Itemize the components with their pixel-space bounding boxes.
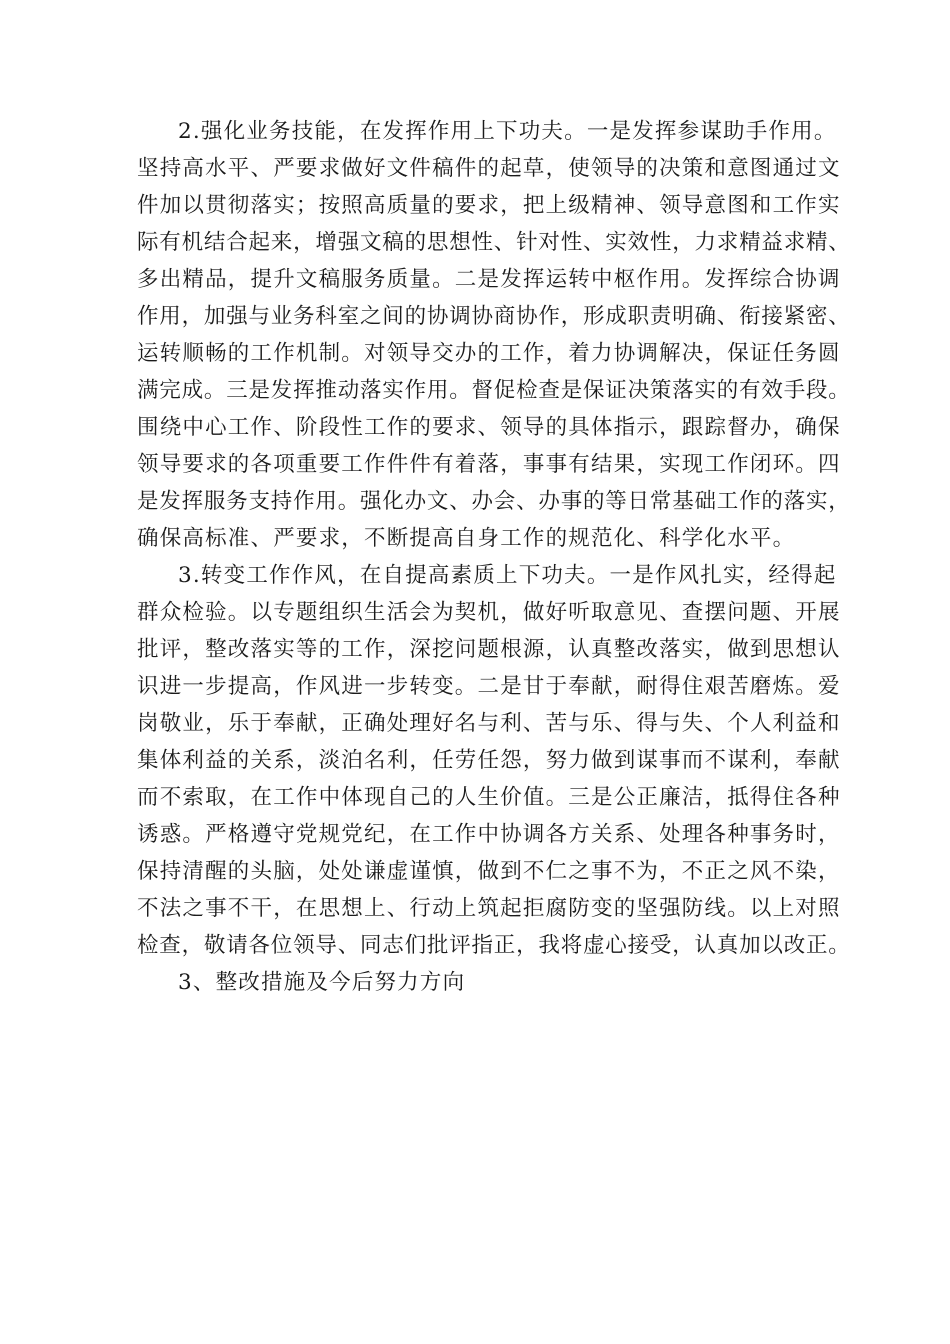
paragraph-line: 坚持高水平、严要求做好文件稿件的起草，使领导的决策和意图通过文 xyxy=(137,156,841,181)
paragraph-line: 集体利益的关系，淡泊名利，任劳任怨，努力做到谋事而不谋利，奉献 xyxy=(137,748,841,773)
paragraph-line: 2.强化业务技能，在发挥作用上下功夫。一是发挥参谋助手作用。 xyxy=(178,119,837,144)
paragraph-line: 不法之事不干，在思想上、行动上筑起拒腐防变的坚强防线。以上对照 xyxy=(137,896,841,921)
paragraph-line: 件加以贯彻落实；按照高质量的要求，把上级精神、领导意图和工作实 xyxy=(137,193,841,218)
paragraph-line: 保持清醒的头脑，处处谦虚谨慎，做到不仁之事不为，不正之风不染， xyxy=(137,859,841,884)
paragraph-line: 满完成。三是发挥推动落实作用。督促检查是保证决策落实的有效手段。 xyxy=(137,378,851,403)
paragraph-line: 而不索取，在工作中体现自己的人生价值。三是公正廉洁，抵得住各种 xyxy=(137,785,841,810)
paragraph-line: 运转顺畅的工作机制。对领导交办的工作，着力协调解决，保证任务圆 xyxy=(137,341,841,366)
paragraph-line: 诱惑。严格遵守党规党纪，在工作中协调各方关系、处理各种事务时， xyxy=(137,822,841,847)
paragraph-line: 围绕中心工作、阶段性工作的要求、领导的具体指示，跟踪督办，确保 xyxy=(137,415,841,440)
section-heading: 3、整改措施及今后努力方向 xyxy=(178,970,466,995)
paragraph-line: 领导要求的各项重要工作件件有着落，事事有结果，实现工作闭环。四 xyxy=(137,452,841,477)
paragraph-line: 识进一步提高，作风进一步转变。二是甘于奉献，耐得住艰苦磨炼。爱 xyxy=(137,674,841,699)
paragraph-line: 群众检验。以专题组织生活会为契机，做好听取意见、查摆问题、开展 xyxy=(137,600,841,625)
paragraph-line: 检查，敬请各位领导、同志们批评指正，我将虚心接受，认真加以改正。 xyxy=(137,933,851,958)
paragraph-line: 是发挥服务支持作用。强化办文、办会、办事的等日常基础工作的落实， xyxy=(137,489,851,514)
paragraph-line: 确保高标准、严要求，不断提高自身工作的规范化、科学化水平。 xyxy=(137,526,796,551)
paragraph-line: 作用，加强与业务科室之间的协调协商协作，形成职责明确、衔接紧密、 xyxy=(137,304,851,329)
paragraph-line: 批评，整改落实等的工作，深挖问题根源，认真整改落实，做到思想认 xyxy=(137,637,841,662)
paragraph-line: 多出精品，提升文稿服务质量。二是发挥运转中枢作用。发挥综合协调 xyxy=(137,267,841,292)
paragraph-line: 际有机结合起来，增强文稿的思想性、针对性、实效性，力求精益求精、 xyxy=(137,230,851,255)
paragraph-line: 3.转变工作作风，在自提高素质上下功夫。一是作风扎实，经得起 xyxy=(178,563,837,588)
paragraph-line: 岗敬业，乐于奉献，正确处理好名与利、苦与乐、得与失、个人利益和 xyxy=(137,711,841,736)
